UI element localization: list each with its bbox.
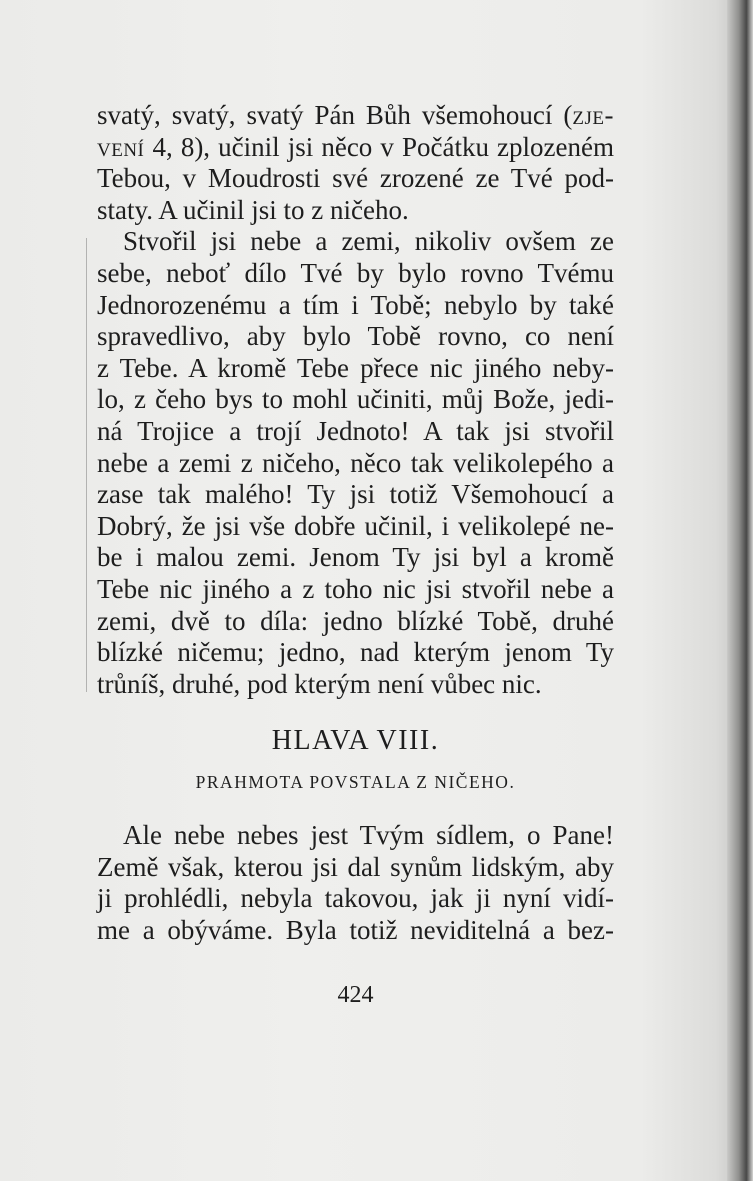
text-line: vení 4, 8), učinil jsi něco v Počátku zplozeném (97, 131, 614, 162)
text-line: spravedlivo, aby bylo Tobě rovno, co není (97, 321, 614, 352)
text-line: trůníš, druhé, pod kterým není vůbec nic. (97, 668, 542, 699)
text-line: blízké ničemu; jedno, nad kterým jenom Ty (97, 637, 614, 668)
text-block-bottom (97, 820, 614, 946)
text-line: z Tebe. A kromě Tebe přece nic jiného neby- (97, 352, 614, 383)
text-line: Jednorozenému a tím i Tobě; nebylo by také (97, 289, 614, 320)
page-gutter-shadow (727, 0, 753, 1181)
text-line: ji prohlédli, nebyla takovou, jak ji nyní vidí- (97, 883, 614, 914)
text-line: me a obýváme. Byla totiž neviditelná a bez- (97, 914, 614, 945)
text-line: Dobrý, že jsi vše dobře učinil, i velikolepé ne- (97, 510, 614, 541)
text-line: Země však, kterou jsi dal synům lidským, aby (97, 851, 614, 882)
text-line: Tebou, v Moudrosti své zrozené ze Tvé pod- (97, 163, 614, 194)
text-line: zemi, dvě to díla: jedno blízké Tobě, druhé (97, 605, 614, 636)
text-line: staty. A učinil jsi to z ničeho. (97, 194, 409, 225)
text-line: Ale nebe nebes jest Tvým sídlem, o Pane! (123, 820, 614, 850)
margin-pencil-mark (86, 238, 87, 692)
text-line: lo, z čeho bys to mohl učiniti, můj Bože, jedi- (97, 384, 614, 415)
text-line: sebe, neboť dílo Tvé by bylo rovno Tvému (97, 257, 614, 288)
text-line: zase tak malého! Ty jsi totiž Všemohoucí a (97, 479, 614, 510)
page-number: 424 (337, 982, 374, 1008)
text-line: svatý, svatý, svatý Pán Bůh všemohoucí (zje- (97, 100, 614, 130)
text-line: ná Trojice a trojí Jednoto! A tak jsi stvořil (97, 415, 614, 446)
text-line: Tebe nic jiného a z toho nic jsi stvořil nebe a (97, 573, 614, 604)
chapter-subtitle: PRAHMOTA POVSTALA Z NIČEHO. (195, 772, 516, 792)
text-line: be i malou zemi. Jenom Ty jsi byl a kromě (97, 542, 614, 573)
text-line: nebe a zemi z ničeho, něco tak velikolepého a (97, 447, 614, 478)
text-block-top (97, 100, 614, 700)
text-line: Stvořil jsi nebe a zemi, nikoliv ovšem ze (123, 226, 614, 257)
chapter-title: HLAVA VIII. (271, 725, 440, 756)
